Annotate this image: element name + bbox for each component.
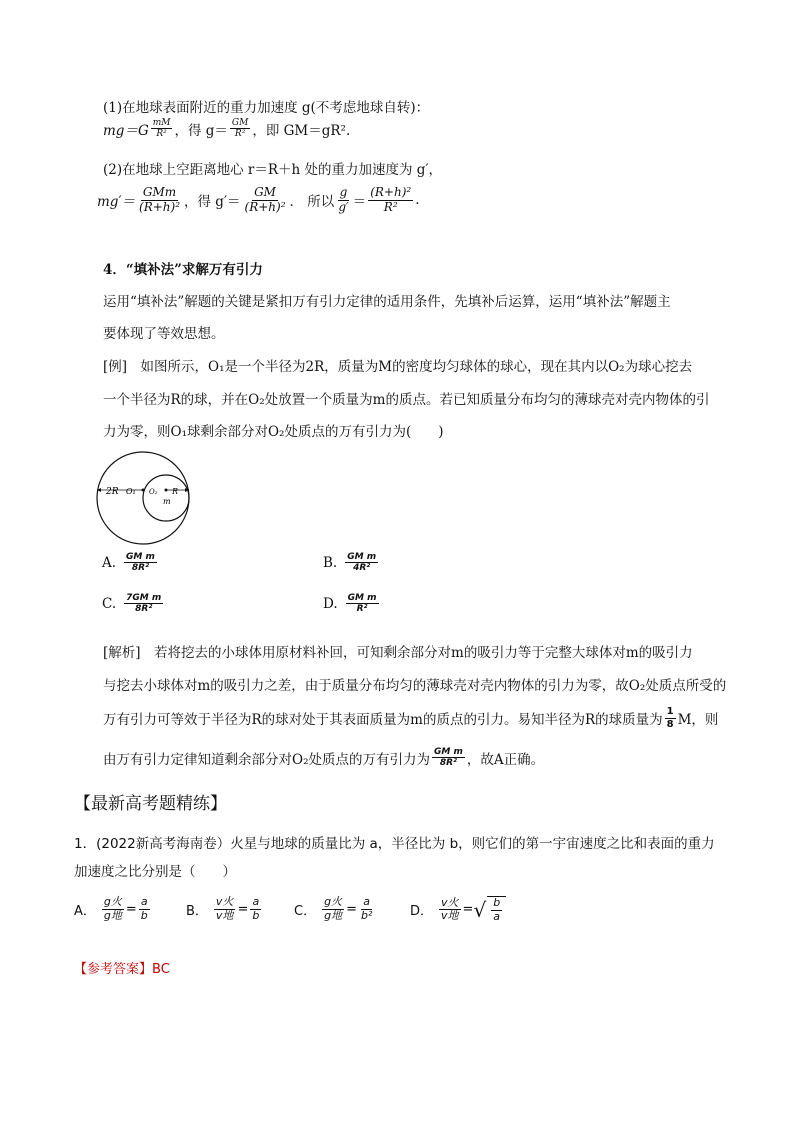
option-b[interactable] xyxy=(323,552,380,574)
equals-sign: = xyxy=(237,901,249,917)
fraction xyxy=(137,186,182,215)
fraction xyxy=(124,552,157,574)
q1-option-a[interactable] xyxy=(74,896,152,922)
square-root xyxy=(473,896,506,923)
option-c[interactable] xyxy=(102,593,165,615)
fraction-denominator: v地 xyxy=(441,909,459,923)
option-letter: A. xyxy=(102,554,117,571)
fraction xyxy=(336,186,350,215)
fraction-numerator: GM xyxy=(254,185,276,199)
analysis-line: [解析] 若将挖去的小球体用原材料补回，可知剩余部分对m的吸引力等于完整大球体对m的吸引力 xyxy=(103,645,693,661)
fraction-denominator: b xyxy=(140,908,148,922)
fraction-denominator: a xyxy=(493,909,501,923)
fraction xyxy=(432,747,465,769)
fraction xyxy=(322,896,344,922)
fraction-denominator: R² xyxy=(156,129,167,140)
sphere-diagram xyxy=(88,448,198,548)
text-line-1: (1)在地球表面附近的重力加速度 g(不考虑地球自转)： xyxy=(103,100,430,116)
fraction-numerator: GM m xyxy=(347,593,377,603)
fraction-denominator: 8R² xyxy=(439,758,457,769)
center-o1-dot xyxy=(142,489,145,492)
analysis-text: M，则 xyxy=(677,712,719,728)
fraction-denominator: g地 xyxy=(324,908,343,922)
formula-text: ． 所以 xyxy=(289,194,335,211)
fraction-numerator: GM m xyxy=(126,552,155,562)
formula-text: . xyxy=(415,192,420,209)
formula-text: mg＝G xyxy=(103,122,149,139)
q1-option-c[interactable] xyxy=(294,896,376,922)
label-O1: O₁ xyxy=(126,487,136,496)
fraction-numerator: a xyxy=(140,895,148,908)
fraction xyxy=(359,896,374,922)
fraction-denominator: R² xyxy=(356,604,368,615)
option-letter: C． xyxy=(294,903,317,919)
fraction-denominator: g′ xyxy=(338,199,349,214)
fraction xyxy=(345,552,378,574)
fraction-numerator: v火 xyxy=(441,895,459,909)
fraction-denominator: R² xyxy=(383,199,398,214)
formula-line-2 xyxy=(103,118,350,140)
q1-option-b[interactable] xyxy=(186,896,263,922)
formula-text: ＝ xyxy=(352,194,367,211)
fraction xyxy=(151,118,173,140)
paragraph-line: 要体现了等效思想。 xyxy=(103,326,225,342)
analysis-text: 由万有引力定律知道剩余部分对O₂处质点的万有引力为 xyxy=(103,751,430,768)
example-line: [例] 如图所示，O₁是一个半径为2R，质量为M的密度均匀球体的球心，现在其内以O₂为球心挖去 xyxy=(103,359,693,375)
fraction-numerator: 7GM m xyxy=(126,593,162,603)
fraction xyxy=(230,118,250,140)
equals-sign: = xyxy=(462,902,474,918)
fraction-numerator: GM xyxy=(231,118,249,128)
fraction-numerator: GMm xyxy=(142,185,177,199)
fraction-numerator: g xyxy=(339,185,348,199)
label-R: R xyxy=(172,487,179,496)
option-letter: D. xyxy=(323,595,338,612)
fraction-denominator: (R+h)² xyxy=(244,199,286,214)
fraction-denominator: v地 xyxy=(215,908,234,922)
fraction xyxy=(124,593,163,615)
option-letter: B． xyxy=(186,903,208,919)
fraction xyxy=(214,896,236,922)
radical-sign-icon: √ xyxy=(473,897,487,922)
formula-text: ，得 g＝ xyxy=(174,122,228,139)
option-letter: C. xyxy=(102,595,117,612)
label-O2: O₂ xyxy=(149,488,158,496)
fraction-numerator: a xyxy=(252,895,260,908)
fraction xyxy=(243,186,288,215)
analysis-line: 与挖去小球体对m的吸引力之差，由于质量分布均匀的薄球壳对壳内物体的引力为零，故O₂处质点所受的 xyxy=(103,678,727,694)
label-m: m xyxy=(163,497,171,506)
fraction xyxy=(491,897,502,923)
paragraph-line: 运用“填补法”解题的关键是紧扣万有引力定律的适用条件，先填补后运算，运用“填补法”解题主 xyxy=(103,294,671,310)
formula-line-4 xyxy=(97,186,420,215)
fraction xyxy=(665,706,676,730)
fraction-denominator: 8 xyxy=(666,718,674,730)
fraction xyxy=(139,896,150,922)
fraction-denominator: b² xyxy=(360,908,373,922)
analysis-line-4 xyxy=(103,747,544,769)
formula-text: mg′＝ xyxy=(97,194,136,211)
fraction-denominator: b xyxy=(252,908,260,922)
answer-label: 【参考答案】 xyxy=(74,962,153,977)
radicand xyxy=(487,896,506,923)
fraction-numerator: 1 xyxy=(666,706,674,717)
example-line: 一个半径为R的球，并在O₂处放置一个质量为m的质点。若已知质量分布均匀的薄球壳对壳内物体的引 xyxy=(103,392,710,408)
analysis-line-3 xyxy=(103,706,718,730)
fraction-numerator: mM xyxy=(152,118,171,128)
formula-text: ，即 GM＝gR². xyxy=(252,122,351,139)
question-1-line: 加速度之比分别是（ ） xyxy=(74,864,236,880)
answer-value: BC xyxy=(152,962,170,977)
fraction-denominator: 8R² xyxy=(135,604,153,615)
fraction-denominator: 4R² xyxy=(353,563,371,574)
formula-text: ，得 g′＝ xyxy=(184,194,241,211)
fraction-numerator: g火 xyxy=(324,895,343,908)
fraction-numerator: a xyxy=(363,895,371,908)
fraction-numerator: GM m xyxy=(433,747,463,757)
option-letter: A． xyxy=(74,903,96,919)
q1-option-d[interactable] xyxy=(410,896,506,923)
section-title: 【最新高考题精练】 xyxy=(74,794,227,814)
fraction-denominator: (R+h)² xyxy=(139,199,181,214)
analysis-text: ，故A正确。 xyxy=(466,751,545,768)
section-heading-4: 4．“填补法”求解万有引力 xyxy=(103,262,263,278)
option-letter: B. xyxy=(323,554,338,571)
fraction-denominator: g地 xyxy=(103,908,122,922)
option-a[interactable] xyxy=(102,552,159,574)
fraction xyxy=(368,186,413,215)
fraction-numerator: b xyxy=(493,896,501,909)
equals-sign: = xyxy=(125,901,137,917)
option-d[interactable] xyxy=(323,593,381,615)
example-line: 力为零，则O₁球剩余部分对O₂处质点的万有引力为( ) xyxy=(103,424,444,440)
fraction-numerator: v火 xyxy=(215,895,234,908)
reference-answer xyxy=(74,958,170,977)
label-2R: 2R xyxy=(106,487,119,497)
fraction xyxy=(439,897,461,923)
option-letter: D． xyxy=(410,904,434,920)
analysis-text: 万有引力可等效于半径为R的球对处于其表面质量为m的质点的引力。易知半径为R的球质量为 xyxy=(103,712,663,728)
fraction xyxy=(102,896,124,922)
question-1-line: 1．(2022新高考海南卷）火星与地球的质量比为 a，半径比为 b，则它们的第一宇宙速度之比和表面的重力 xyxy=(74,836,715,852)
fraction-denominator: R² xyxy=(234,129,246,140)
fraction xyxy=(250,896,261,922)
text-line-3: (2)在地球上空距离地心 r＝R＋h 处的重力加速度为 g′， xyxy=(103,162,443,178)
center-o2-dot xyxy=(165,489,168,492)
fraction-denominator: 8R² xyxy=(131,563,150,574)
fraction-numerator: g火 xyxy=(103,895,122,908)
fraction-numerator: (R+h)² xyxy=(370,185,412,199)
fraction-numerator: GM m xyxy=(347,552,377,562)
equals-sign: = xyxy=(346,901,357,917)
fraction xyxy=(346,593,379,615)
